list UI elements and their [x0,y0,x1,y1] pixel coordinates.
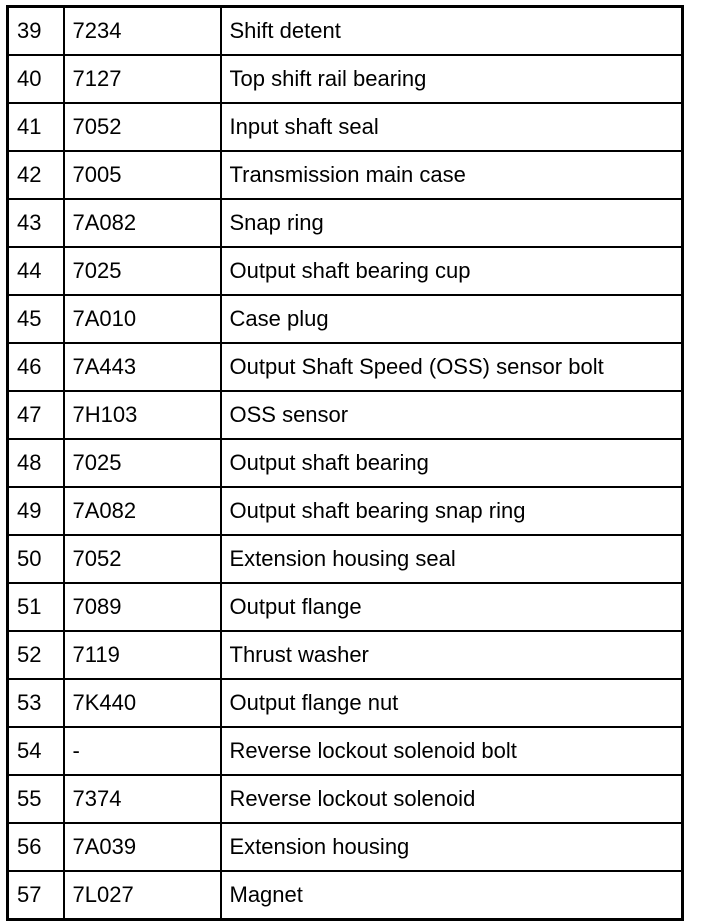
table-row [8,391,683,439]
parts-table [6,5,684,921]
table-row [8,631,683,679]
part-description: Transmission main case [221,151,683,199]
part-description: Extension housing [221,823,683,871]
part-number: 7052 [64,103,221,151]
item-number: 54 [8,727,64,775]
item-number: 47 [8,391,64,439]
table-row [8,535,683,583]
part-number: - [64,727,221,775]
table-row [8,103,683,151]
part-number: 7A082 [64,199,221,247]
part-number: 7A443 [64,343,221,391]
item-number: 56 [8,823,64,871]
item-number: 41 [8,103,64,151]
table-row [8,343,683,391]
part-number: 7089 [64,583,221,631]
part-description: Output Shaft Speed (OSS) sensor bolt [221,343,683,391]
table-row [8,7,683,56]
table-row [8,871,683,920]
part-number: 7025 [64,247,221,295]
part-number: 7L027 [64,871,221,920]
item-number: 49 [8,487,64,535]
item-number: 50 [8,535,64,583]
parts-table-body [8,7,683,920]
table-row [8,487,683,535]
table-row [8,295,683,343]
part-number: 7A010 [64,295,221,343]
table-row [8,55,683,103]
table-row [8,775,683,823]
table-row [8,583,683,631]
part-number: 7234 [64,7,221,56]
part-description: Output shaft bearing snap ring [221,487,683,535]
part-description: Thrust washer [221,631,683,679]
item-number: 43 [8,199,64,247]
item-number: 52 [8,631,64,679]
part-description: Shift detent [221,7,683,56]
part-description: Case plug [221,295,683,343]
part-description: Extension housing seal [221,535,683,583]
item-number: 51 [8,583,64,631]
part-number: 7025 [64,439,221,487]
table-row [8,151,683,199]
table-row [8,679,683,727]
part-number: 7119 [64,631,221,679]
part-number: 7A082 [64,487,221,535]
item-number: 55 [8,775,64,823]
item-number: 39 [8,7,64,56]
part-description: Output shaft bearing [221,439,683,487]
item-number: 44 [8,247,64,295]
item-number: 46 [8,343,64,391]
part-description: Reverse lockout solenoid bolt [221,727,683,775]
table-row [8,247,683,295]
table-row [8,823,683,871]
part-description: Magnet [221,871,683,920]
part-number: 7H103 [64,391,221,439]
part-number: 7374 [64,775,221,823]
part-description: Reverse lockout solenoid [221,775,683,823]
part-description: Output flange nut [221,679,683,727]
part-description: OSS sensor [221,391,683,439]
part-description: Output shaft bearing cup [221,247,683,295]
part-number: 7127 [64,55,221,103]
item-number: 48 [8,439,64,487]
part-number: 7A039 [64,823,221,871]
part-description: Top shift rail bearing [221,55,683,103]
item-number: 42 [8,151,64,199]
part-description: Input shaft seal [221,103,683,151]
part-description: Snap ring [221,199,683,247]
item-number: 53 [8,679,64,727]
item-number: 45 [8,295,64,343]
table-row [8,439,683,487]
table-row [8,199,683,247]
table-row [8,727,683,775]
part-description: Output flange [221,583,683,631]
part-number: 7005 [64,151,221,199]
item-number: 57 [8,871,64,920]
item-number: 40 [8,55,64,103]
part-number: 7K440 [64,679,221,727]
part-number: 7052 [64,535,221,583]
